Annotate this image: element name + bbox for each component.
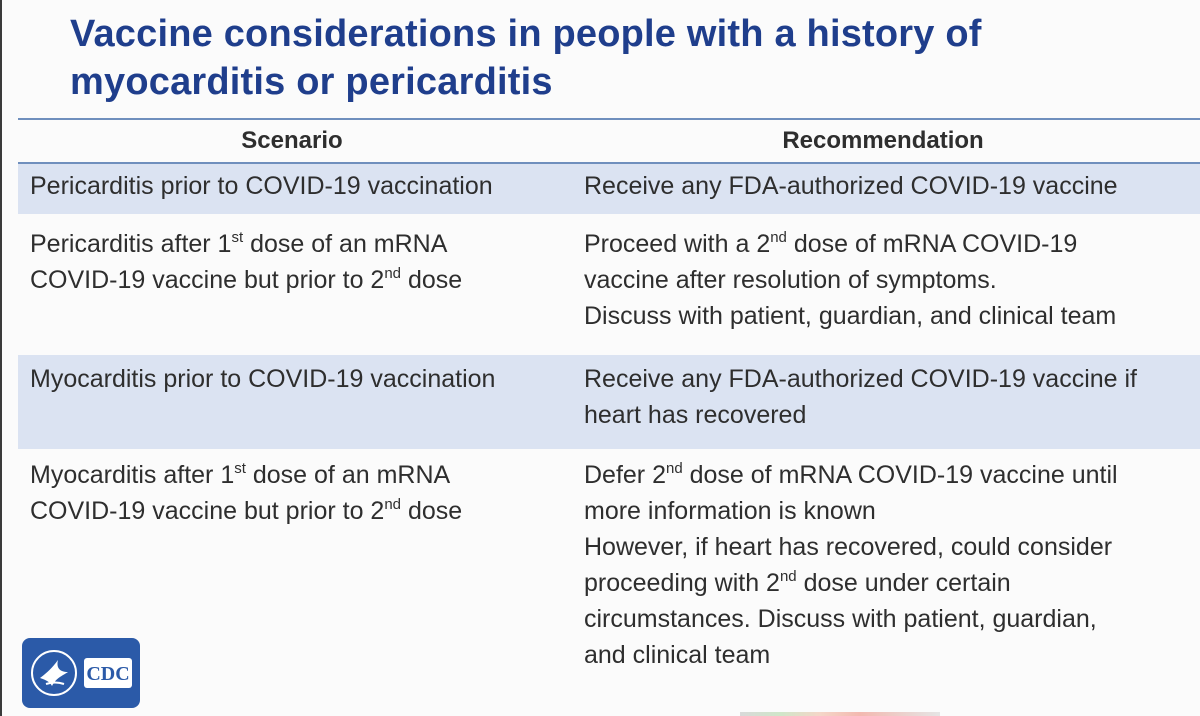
recommendation-cell <box>566 355 1200 449</box>
recommendation-line: circumstances. Discuss with patient, guardian, <box>584 605 1097 633</box>
scenario-line: COVID-19 vaccine but prior to 2nd dose <box>30 496 463 525</box>
recommendation-cell <box>566 163 1200 214</box>
recommendation-table <box>18 120 1200 679</box>
bottom-color-strip <box>740 712 940 716</box>
recommendation-line: proceeding with 2nd dose under certain <box>584 568 1011 597</box>
header-recommendation: Recommendation <box>566 120 1200 163</box>
hhs-eagle-icon <box>22 638 140 708</box>
recommendation-line: and clinical team <box>584 641 771 669</box>
slide-title: Vaccine considerations in people with a history of myocarditis or pericarditis <box>70 13 982 103</box>
recommendation-line: Proceed with a 2nd dose of mRNA COVID-19 <box>584 229 1078 258</box>
recommendation-line: heart has recovered <box>584 401 807 429</box>
cdc-logo <box>22 638 140 708</box>
recommendation-line: Receive any FDA-authorized COVID-19 vaccine <box>584 172 1118 200</box>
slide-left-border <box>0 0 2 716</box>
table-row <box>18 449 1200 679</box>
recommendation-line: However, if heart has recovered, could consider <box>584 533 1113 561</box>
recommendation-line: Discuss with patient, guardian, and clinical team <box>584 302 1117 330</box>
scenario-line: Myocarditis prior to COVID-19 vaccination <box>30 365 496 393</box>
recommendation-cell <box>566 214 1200 355</box>
scenario-cell <box>18 214 566 355</box>
recommendation-line: Receive any FDA-authorized COVID-19 vaccine if <box>584 365 1138 393</box>
recommendation-cell <box>566 449 1200 679</box>
recommendation-line: vaccine after resolution of symptoms. <box>584 266 997 294</box>
scenario-line: Pericarditis after 1st dose of an mRNA <box>30 229 448 258</box>
cdc-logo-text: CDC <box>86 663 130 685</box>
scenario-line: Myocarditis after 1st dose of an mRNA <box>30 460 451 489</box>
scenario-line: Pericarditis prior to COVID-19 vaccination <box>30 172 493 200</box>
scenario-line: COVID-19 vaccine but prior to 2nd dose <box>30 265 463 294</box>
table-row <box>18 163 1200 214</box>
recommendation-line: more information is known <box>584 497 876 525</box>
table-header-row <box>18 120 1200 163</box>
scenario-cell <box>18 355 566 449</box>
header-scenario: Scenario <box>18 120 566 163</box>
table-row <box>18 355 1200 449</box>
recommendation-line: Defer 2nd dose of mRNA COVID-19 vaccine until <box>584 460 1118 489</box>
table-row <box>18 214 1200 355</box>
scenario-cell <box>18 163 566 214</box>
